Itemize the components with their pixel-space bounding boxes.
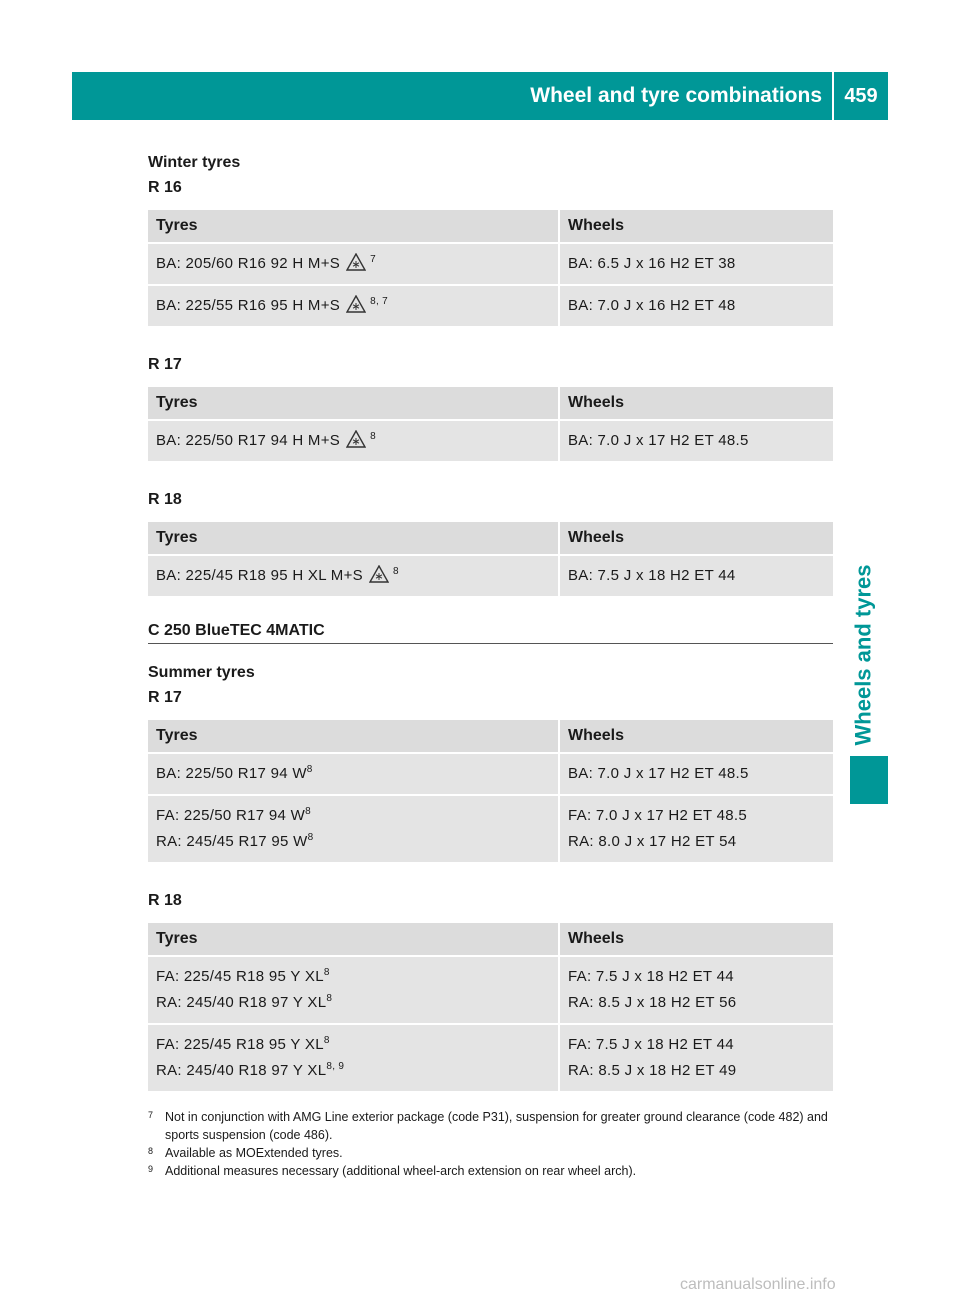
wheels-column-header: Wheels	[560, 923, 833, 955]
wheels-column-header: Wheels	[560, 210, 833, 242]
footnote-ref: 7	[370, 254, 376, 265]
footnote-ref: 8, 7	[370, 296, 388, 307]
winter-tyres-heading: Winter tyres	[148, 154, 241, 171]
table-row	[148, 796, 833, 862]
side-tab-marker	[850, 756, 888, 804]
snowflake-mountain-icon	[346, 295, 366, 313]
tyres-column-header: Tyres	[148, 210, 560, 242]
tyre-spec: RA: 245/45 R17 95 W	[156, 833, 308, 850]
tyre-spec: BA: 225/50 R17 94 H M+S	[156, 432, 341, 449]
r17-heading: R 17	[148, 356, 182, 373]
wheel-cell	[560, 1025, 833, 1091]
tyres-column-header: Tyres	[148, 387, 560, 419]
side-tab-label: Wheels and tyres	[850, 564, 876, 746]
r16-heading: R 16	[148, 179, 182, 196]
table-header-row	[148, 210, 833, 242]
table-row	[148, 421, 833, 461]
footnote-ref: 8	[323, 1035, 330, 1046]
snowflake-mountain-icon	[346, 430, 366, 448]
tyre-cell	[148, 556, 560, 596]
footnote-ref: 8	[305, 806, 311, 817]
tyre-spec: FA: 225/45 R18 95 Y XL	[156, 1036, 324, 1053]
r18-heading: R 18	[148, 491, 182, 508]
side-tab	[838, 560, 888, 750]
table-row	[148, 754, 833, 794]
footnote-ref: 8	[306, 764, 313, 775]
footnote-ref: 8	[370, 431, 376, 442]
wheel-cell: BA: 7.5 J x 18 H2 ET 44	[560, 556, 833, 596]
footnote-number: 7	[148, 1110, 154, 1120]
tyre-spec: RA: 245/40 R18 97 Y XL	[156, 994, 327, 1011]
footnote	[148, 1144, 836, 1162]
tyre-cell	[148, 1025, 560, 1091]
wheel-cell: BA: 7.0 J x 17 H2 ET 48.5	[560, 754, 833, 794]
wheel-cell	[560, 957, 833, 1023]
table-row	[148, 957, 833, 1023]
footnote-text: Not in conjunction with AMG Line exterior package (code P31), suspension for greater ground clearance (code 482) and sports suspension (code 486).	[165, 1110, 828, 1142]
wheel-spec: RA: 8.5 J x 18 H2 ET 56	[568, 994, 737, 1011]
tyres-column-header: Tyres	[148, 720, 560, 752]
footnote-ref: 8, 9	[326, 1061, 345, 1072]
table-row	[148, 1025, 833, 1091]
winter-r17-table	[148, 385, 833, 463]
tyre-cell	[148, 796, 560, 862]
footnote-ref: 8	[392, 566, 399, 577]
tyre-spec: BA: 225/55 R16 95 H M+S	[156, 297, 341, 314]
wheel-cell: BA: 6.5 J x 16 H2 ET 38	[560, 244, 833, 284]
tyre-spec: BA: 205/60 R16 92 H M+S	[156, 255, 341, 272]
tyre-spec: FA: 225/50 R17 94 W	[156, 807, 306, 824]
page-number: 459	[844, 84, 878, 107]
footnote	[148, 1108, 836, 1144]
wheel-cell: BA: 7.0 J x 16 H2 ET 48	[560, 286, 833, 326]
footnote-text: Additional measures necessary (additional wheel-arch extension on rear wheel arch).	[165, 1164, 637, 1178]
snowflake-mountain-icon	[346, 253, 366, 271]
table-header-row	[148, 720, 833, 752]
summer-r17-heading: R 17	[148, 689, 182, 706]
tyre-spec: BA: 225/45 R18 95 H XL M+S	[156, 567, 363, 584]
header-bar	[72, 72, 888, 120]
summer-tyres-heading: Summer tyres	[148, 664, 255, 681]
winter-r16-table	[148, 208, 833, 328]
footnote-text: Available as MOExtended tyres.	[165, 1146, 343, 1160]
table-header-row	[148, 522, 833, 554]
wheels-column-header: Wheels	[560, 720, 833, 752]
table-row	[148, 244, 833, 284]
footnote-ref: 8	[326, 993, 333, 1004]
tyre-cell	[148, 286, 560, 326]
footnote-ref: 8	[323, 967, 330, 978]
wheels-column-header: Wheels	[560, 522, 833, 554]
tyre-cell	[148, 957, 560, 1023]
wheel-spec: FA: 7.5 J x 18 H2 ET 44	[568, 1036, 734, 1053]
tyres-column-header: Tyres	[148, 923, 560, 955]
tyre-spec: RA: 245/40 R18 97 Y XL	[156, 1062, 327, 1079]
table-row	[148, 556, 833, 596]
tyres-column-header: Tyres	[148, 522, 560, 554]
summer-r17-table	[148, 718, 833, 864]
footnote-number: 9	[148, 1164, 154, 1174]
table-header-row	[148, 923, 833, 955]
wheel-spec: FA: 7.5 J x 18 H2 ET 44	[568, 968, 734, 985]
footnote-ref: 8	[307, 832, 314, 843]
footnote	[148, 1162, 836, 1180]
watermark: carmanualsonline.info	[680, 1276, 836, 1293]
wheel-spec: RA: 8.0 J x 17 H2 ET 54	[568, 833, 737, 850]
page-header-title: Wheel and tyre combinations	[530, 84, 822, 107]
snowflake-mountain-icon	[369, 565, 389, 583]
tyre-spec: BA: 225/50 R17 94 W	[156, 765, 307, 782]
tyre-cell	[148, 421, 560, 461]
wheel-cell	[560, 796, 833, 862]
footnotes	[148, 1108, 836, 1180]
summer-r18-table	[148, 921, 833, 1093]
tyre-spec: FA: 225/45 R18 95 Y XL	[156, 968, 324, 985]
wheel-spec: FA: 7.0 J x 17 H2 ET 48.5	[568, 807, 747, 824]
tyre-cell	[148, 754, 560, 794]
winter-r18-table	[148, 520, 833, 598]
page-content	[148, 150, 833, 1093]
table-header-row	[148, 387, 833, 419]
model-section-title: C 250 BlueTEC 4MATIC	[148, 622, 833, 644]
wheel-cell: BA: 7.0 J x 17 H2 ET 48.5	[560, 421, 833, 461]
wheel-spec: RA: 8.5 J x 18 H2 ET 49	[568, 1062, 737, 1079]
table-row	[148, 286, 833, 326]
footnote-number: 8	[148, 1146, 154, 1156]
wheels-column-header: Wheels	[560, 387, 833, 419]
summer-r18-heading: R 18	[148, 892, 182, 909]
tyre-cell	[148, 244, 560, 284]
